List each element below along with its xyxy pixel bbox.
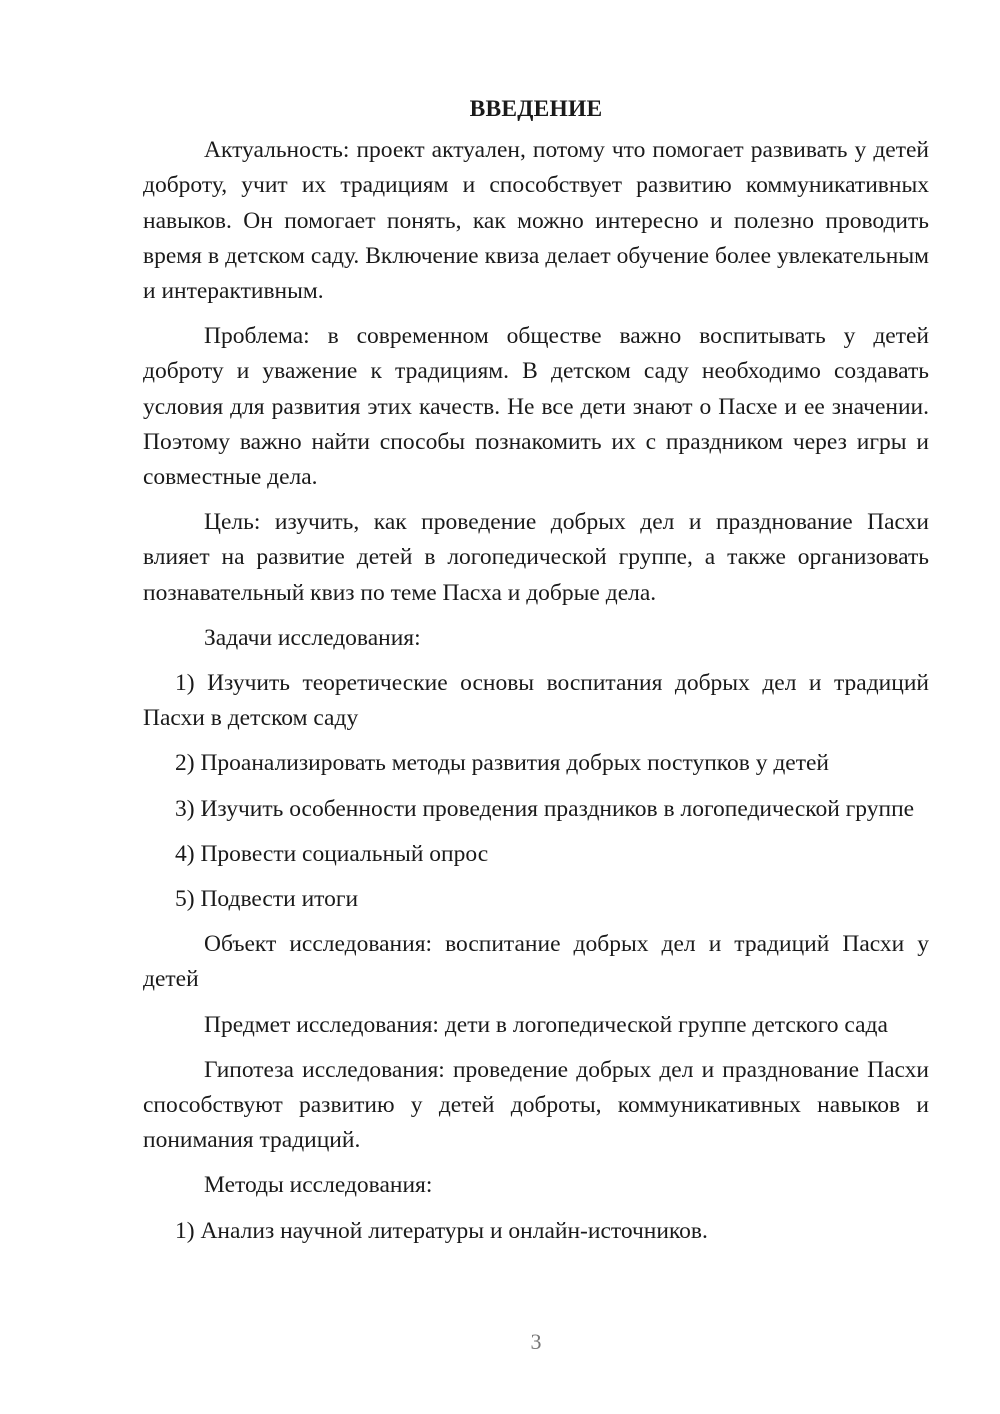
methods-title: Методы исследования: [204, 1172, 433, 1199]
paragraph-relevance: Актуальность: проект актуален, потому что помогает развивать у детей доброту, учит их традициям и способствует развитию коммуникативных навыков. Он помогает понять, как можно интересно и полезно проводить время в детском саду. Включение квиза делает обучение более увлекательным и интерактивным. [143, 137, 929, 305]
tasks-title: Задачи исследования: [204, 624, 421, 651]
page-content [143, 92, 929, 1259]
method-item-1: 1) Анализ научной литературы и онлайн-источников. [175, 1217, 708, 1244]
task-item-4: 4) Провести социальный опрос [175, 840, 489, 867]
paragraph-object: Объект исследования: воспитание добрых дел и традиций Пасхи у детей [143, 931, 929, 993]
task-item-2: 2) Проанализировать методы развития добрых поступков у детей [175, 750, 830, 777]
task-item-1: 1) Изучить теоретические основы воспитания добрых дел и традиций Пасхи в детском саду [143, 670, 929, 732]
task-item-5: 5) Подвести итоги [175, 886, 359, 913]
task-item-3: 3) Изучить особенности проведения праздников в логопедической группе [175, 795, 915, 822]
page-number: 3 [530, 1329, 542, 1354]
paragraph-problem: Проблема: в современном обществе важно воспитывать у детей доброту и уважение к традициям. В детском саду необходимо создавать условия для развития этих качеств. Не все дети знают о Пасхе и ее значении. Поэтому важно найти способы познакомить их с праздником через игры и совместные дела. [143, 323, 929, 491]
section-heading: ВВЕДЕНИЕ [469, 96, 603, 122]
paragraph-goal: Цель: изучить, как проведение добрых дел и празднование Пасхи влияет на развитие детей в логопедической группе, а также организовать познавательный квиз по теме Пасха и добрые дела. [143, 509, 929, 606]
paragraph-subject: Предмет исследования: дети в логопедической группе детского сада [204, 1011, 888, 1038]
paragraph-hypothesis: Гипотеза исследования: проведение добрых дел и празднование Пасхи способствуют развитию у детей доброты, коммуникативных навыков и понимания традиций. [143, 1056, 929, 1154]
